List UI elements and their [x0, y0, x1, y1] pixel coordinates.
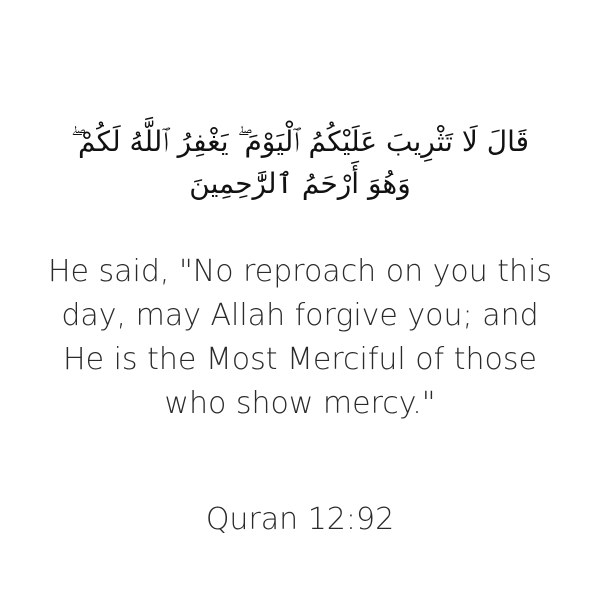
- translation-line-4: who show mercy.": [164, 386, 436, 421]
- arabic-verse-line-2: وَهُوَ أَرْحَمُ ٱلرَّٰحِمِينَ: [189, 167, 411, 200]
- translation-line-3: He is the Most Merciful of those: [63, 342, 537, 377]
- verse-reference: Quran 12:92: [205, 502, 395, 537]
- translation-line-2: day, may Allah forgive you; and: [61, 298, 539, 333]
- arabic-verse-line-1: قَالَ لَا تَثْرِيبَ عَلَيْكُمُ ٱلْيَوْمَ ۖ يَغْفِرُ ٱللَّهُ لَكُمْ ۖ: [71, 125, 529, 158]
- translation-line-1: He said, "No reproach on you this: [47, 254, 553, 289]
